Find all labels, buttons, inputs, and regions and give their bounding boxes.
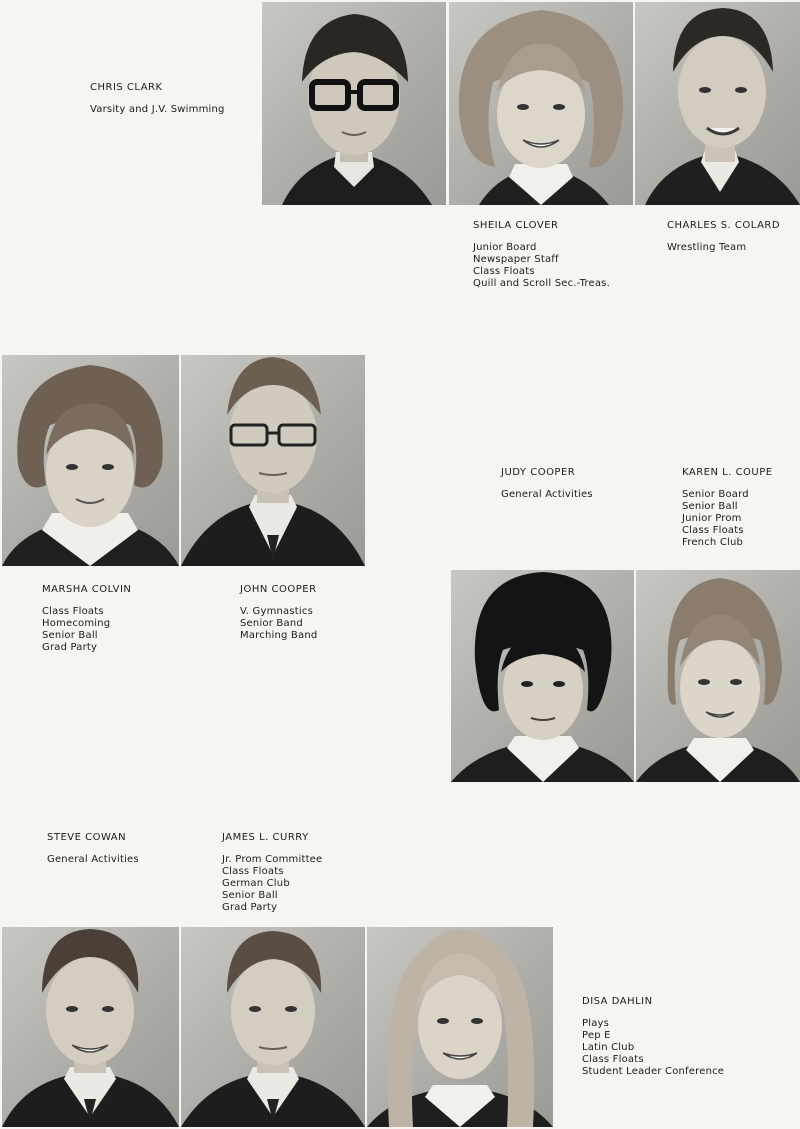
caption-marsha-colvin (42, 584, 131, 654)
student-name: JAMES L. CURRY (222, 832, 309, 843)
activity: Grad Party (42, 642, 98, 653)
activity: Senior Band (240, 618, 303, 629)
activity: Class Floats (582, 1054, 644, 1065)
activity: Senior Ball (682, 501, 738, 512)
activity: Marching Band (240, 630, 318, 641)
caption-sheila-clover (473, 220, 610, 290)
student-name: CHARLES S. COLARD (667, 220, 781, 231)
activity: Senior Ball (42, 630, 98, 641)
student-name: SHEILA CLOVER (473, 220, 559, 231)
portrait-steve-cowan (2, 927, 179, 1127)
portrait-marsha-colvin (2, 355, 179, 566)
activity: Jr. Prom Committee (222, 854, 323, 865)
activity: Plays (582, 1018, 610, 1029)
student-name: JUDY COOPER (501, 467, 576, 478)
activity: Varsity and J.V. Swimming (90, 104, 225, 115)
student-name: STEVE COWAN (47, 832, 127, 843)
activity: General Activities (501, 489, 593, 500)
caption-john-cooper (240, 584, 317, 642)
student-name: DISA DAHLIN (582, 996, 653, 1007)
student-name: JOHN COOPER (240, 584, 317, 595)
activity: Class Floats (682, 525, 744, 536)
activity: Senior Board (682, 489, 749, 500)
portrait-james-curry (181, 927, 365, 1127)
portrait-john-cooper (181, 355, 365, 566)
activity: German Club (222, 878, 290, 889)
activity: Class Floats (42, 606, 104, 617)
activity: French Club (682, 537, 744, 548)
activity: Class Floats (222, 866, 284, 877)
caption-steve-cowan (47, 832, 139, 866)
portrait-charles-colard (635, 2, 800, 205)
activity: Junior Prom (682, 513, 742, 524)
portrait-sheila-clover (449, 2, 633, 205)
activity: Student Leader Conference (582, 1066, 725, 1077)
activity: Pep E (582, 1030, 611, 1041)
portrait-karen-coupe (636, 570, 800, 782)
activity: Quill and Scroll Sec.-Treas. (473, 278, 610, 289)
portrait-disa-dahlin (367, 927, 553, 1127)
caption-james-curry (222, 832, 322, 914)
activity: General Activities (47, 854, 139, 865)
caption-disa-dahlin (582, 996, 724, 1078)
caption-charles-colard (667, 220, 780, 254)
activity: Senior Ball (222, 890, 278, 901)
caption-chris-clark (90, 82, 225, 116)
activity: Homecoming (42, 618, 111, 629)
activity: V. Gymnastics (240, 606, 314, 617)
caption-karen-coupe (682, 467, 773, 549)
portrait-chris-clark (262, 2, 446, 205)
student-name: CHRIS CLARK (90, 82, 163, 93)
activity: Junior Board (473, 242, 537, 253)
student-name: MARSHA COLVIN (42, 584, 132, 595)
activity: Latin Club (582, 1042, 635, 1053)
activity: Newspaper Staff (473, 254, 559, 265)
activity: Class Floats (473, 266, 535, 277)
caption-judy-cooper (501, 467, 593, 501)
activity: Grad Party (222, 902, 278, 913)
student-name: KAREN L. COUPE (682, 467, 773, 478)
activity: Wrestling Team (667, 242, 747, 253)
portrait-judy-cooper (451, 570, 634, 782)
